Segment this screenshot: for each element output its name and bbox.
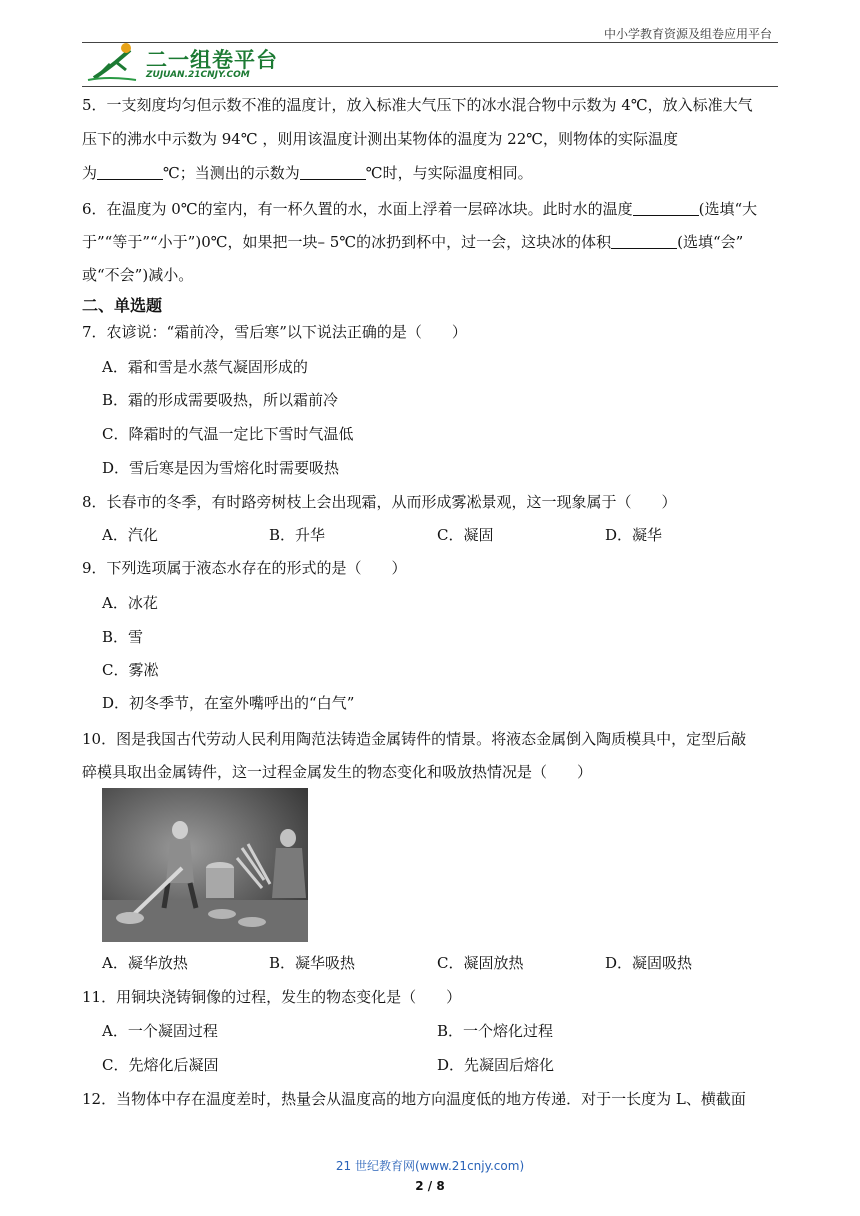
q5-text-c: ℃时，与实际温度相同。: [365, 164, 533, 182]
q9-option-b[interactable]: B．雪: [102, 628, 144, 646]
platform-title: 中小学教育资源及组卷应用平台: [603, 27, 772, 41]
q7-stem: 7．农谚说：“霜前冷，雪后寒”以下说法正确的是（ ）: [82, 323, 467, 341]
q9-option-a[interactable]: A．冰花: [102, 594, 158, 612]
q5-text-a: 为: [82, 164, 98, 182]
runner-logo-icon: [86, 40, 144, 84]
q6-blank-1[interactable]: [633, 201, 699, 216]
q9-option-c[interactable]: C．雾凇: [102, 661, 159, 679]
q9-stem: 9．下列选项属于液态水存在的形式的是（ ）: [82, 559, 407, 577]
q6-line-2: [82, 231, 743, 252]
q5-line-1: 5．一支刻度均匀但示数不准的温度计，放入标准大气压下的冰水混合物中示数为 4℃，放入标准大气: [82, 96, 753, 114]
q5-line-3: [82, 162, 533, 183]
page-number: 2 / 8: [415, 1179, 445, 1193]
q12-line-1: 12．当物体中存在温度差时，热量会从温度高的地方向温度低的地方传递．对于一长度为 L、横截面: [82, 1090, 746, 1108]
q9-option-d[interactable]: D．初冬季节，在室外嘴呼出的“白气”: [102, 694, 355, 712]
q10-line-1: 10．图是我国古代劳动人民利用陶范法铸造金属铸件的情景。将液态金属倒入陶质模具中，定型后敲: [82, 730, 747, 748]
section-heading: 二、单选题: [82, 296, 163, 315]
q7-option-c[interactable]: C．降霜时的气温一定比下雪时气温低: [102, 425, 354, 443]
q5-line-2: 压下的沸水中示数为 94℃ ，则用该温度计测出某物体的温度为 22℃，则物体的实际温度: [82, 130, 679, 148]
q6-blank-2[interactable]: [611, 234, 677, 249]
header-divider-bottom: [82, 86, 778, 87]
q10-line-2: 碎模具取出金属铸件，这一过程金属发生的物态变化和吸放热情况是（ ）: [82, 763, 593, 781]
q8-option-c[interactable]: C．凝固: [437, 526, 494, 544]
foundry-scene-image: [102, 788, 308, 942]
q8-option-a[interactable]: A．汽化: [102, 526, 158, 544]
q7-option-d[interactable]: D．雪后寒是因为雪熔化时需要吸热: [102, 459, 340, 477]
q7-option-a[interactable]: A．霜和雪是水蒸气凝固形成的: [102, 358, 308, 376]
q8-stem: 8．长春市的冬季，有时路旁树枝上会出现霜，从而形成雾凇景观，这一现象属于（ ）: [82, 493, 677, 511]
q6-text-c: 于”“等于”“小于”)0℃，如果把一块– 5℃的冰扔到杯中，过一会，这块冰的体积: [82, 233, 612, 251]
q8-option-b[interactable]: B．升华: [269, 526, 326, 544]
q7-option-b[interactable]: B．霜的形成需要吸热，所以霜前冷: [102, 391, 339, 409]
q11-stem: 11．用铜块浇铸铜像的过程，发生的物态变化是（ ）: [82, 988, 462, 1006]
q5-blank-1[interactable]: [97, 165, 163, 180]
q6-line-3: 或“不会”)减小。: [82, 266, 194, 284]
logo-subtitle: ZUJUAN.21CNJY.COM: [146, 70, 250, 80]
q6-text-a: 6．在温度为 0℃的室内，有一杯久置的水，水面上浮着一层碎冰块。此时水的温度: [82, 200, 633, 218]
q11-option-c[interactable]: C．先熔化后凝固: [102, 1056, 219, 1074]
q8-option-d[interactable]: D．凝华: [605, 526, 663, 544]
q5-blank-2[interactable]: [300, 165, 366, 180]
q11-option-b[interactable]: B．一个熔化过程: [437, 1022, 554, 1040]
footer-link[interactable]: 21 世纪教育网(www.21cnjy.com): [335, 1159, 525, 1173]
q11-option-a[interactable]: A．一个凝固过程: [102, 1022, 218, 1040]
q6-text-b: (选填“大: [698, 200, 758, 218]
logo: [86, 40, 286, 84]
q10-option-d[interactable]: D．凝固吸热: [605, 954, 693, 972]
q11-option-d[interactable]: D．先凝固后熔化: [437, 1056, 555, 1074]
q6-line-1: [82, 198, 757, 219]
logo-title: 二一组卷平台: [146, 48, 278, 72]
q6-text-d: (选填“会”: [677, 233, 744, 251]
q5-text-b: ℃；当测出的示数为: [163, 164, 300, 182]
q10-option-a[interactable]: A．凝华放热: [102, 954, 188, 972]
q10-option-c[interactable]: C．凝固放热: [437, 954, 524, 972]
q10-option-b[interactable]: B．凝华吸热: [269, 954, 356, 972]
